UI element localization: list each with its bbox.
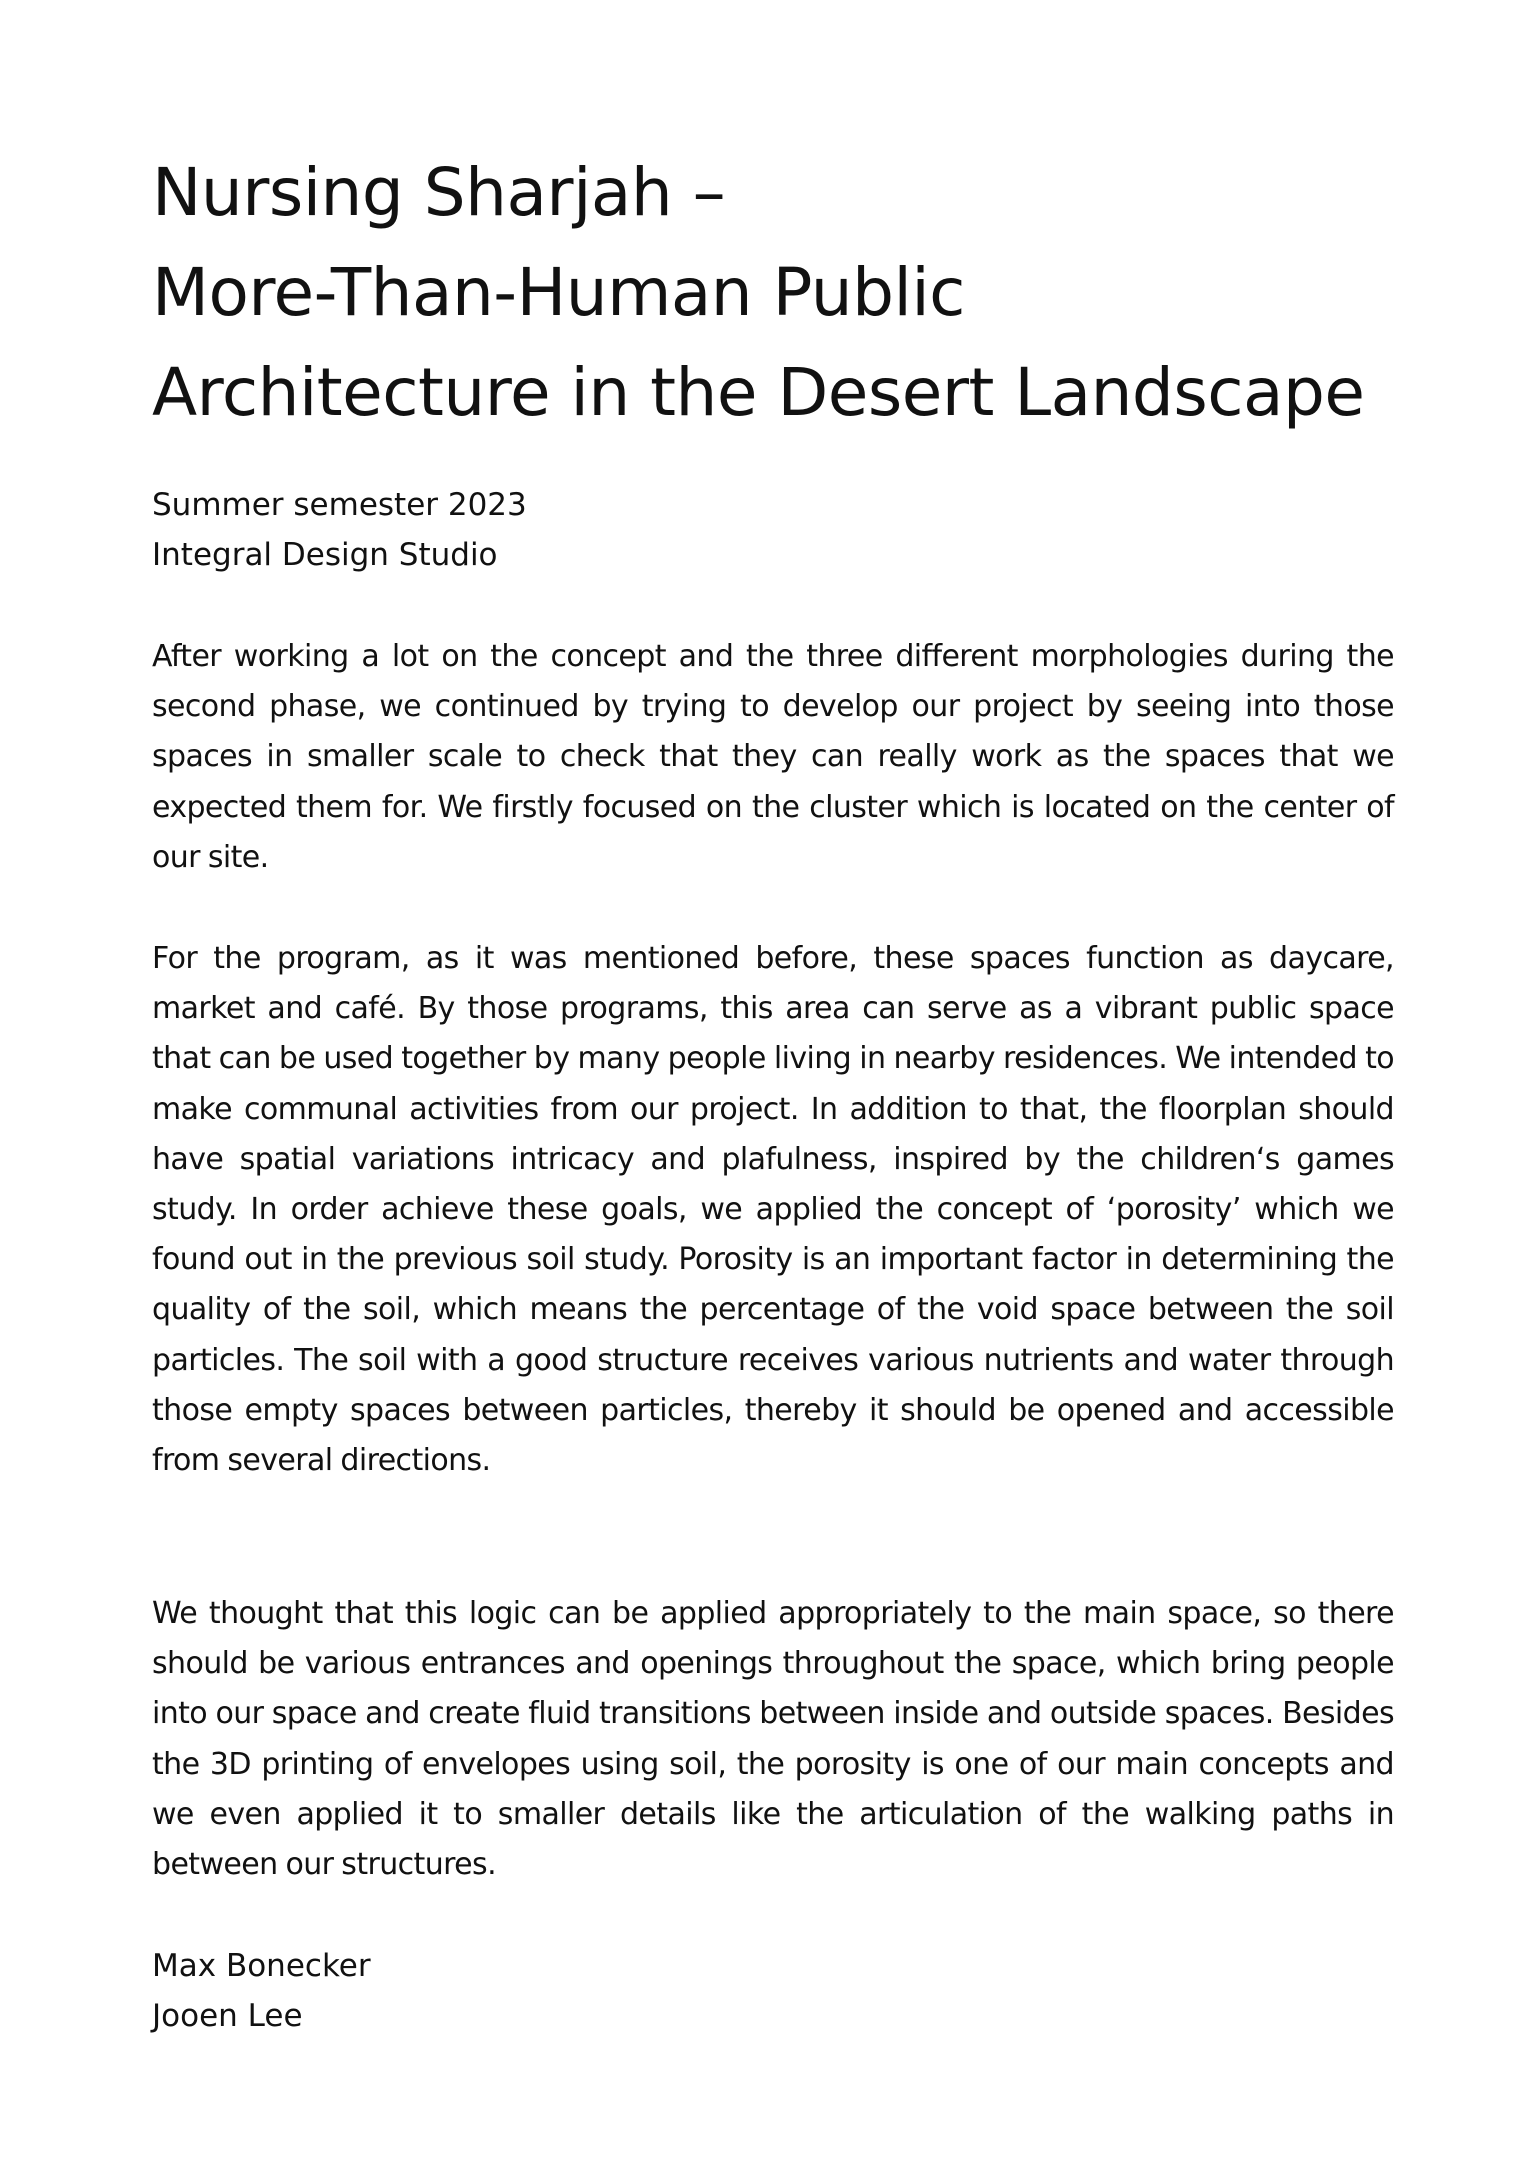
body-paragraph-1: After working a lot on the concept and the three different morphologies during the second phase, we continued by trying to develop our project by seeing into those spaces in smaller scale to check that they can really work as the spaces that we expected them for. We firstly focused on the cluster which is located on the center of our site. [152, 639, 1394, 875]
document-title [152, 143, 1452, 443]
studio-label: Integral Design Studio [152, 537, 498, 573]
title-line-1: Nursing Sharjah – [152, 154, 726, 231]
body-paragraph-3: We thought that this logic can be applied appropriately to the main space, so there should be various entrances and openings throughout the space, which bring people into our space and create fluid transitions between inside and outside spaces. Besides the 3D printing of envelopes using soil, the porosity is one of our main concepts and we even applied it to smaller details like the articulation of the walking paths in between our structures. [152, 1596, 1394, 1883]
authors [152, 1941, 371, 2041]
title-line-2: More-Than-Human Public [152, 254, 965, 331]
author-name: Max Bonecker [152, 1948, 371, 1984]
course-info [152, 480, 527, 580]
semester-label: Summer semester 2023 [152, 487, 527, 523]
title-line-3: Architecture in the Desert Landscape [152, 354, 1365, 431]
author-name: Jooen Lee [152, 1998, 303, 2034]
body-paragraph-2: For the program, as it was mentioned before, these spaces function as daycare, market and café. By those programs, this area can serve as a vibrant public space that can be used together by many people living in nearby residences. We intended to make communal activities from our project. In addition to that, the floorplan should have spatial variations intricacy and plafulness, inspired by the children‘s games study. In order achieve these goals, we applied the concept of ‘porosity’ which we found out in the previous soil study. Porosity is an important factor in determining the quality of the soil, which means the percentage of the void space between the soil particles. The soil with a good structure receives various nutrients and water through those empty spaces between particles, thereby it should be opened and accessible from several directions. [152, 941, 1394, 1479]
